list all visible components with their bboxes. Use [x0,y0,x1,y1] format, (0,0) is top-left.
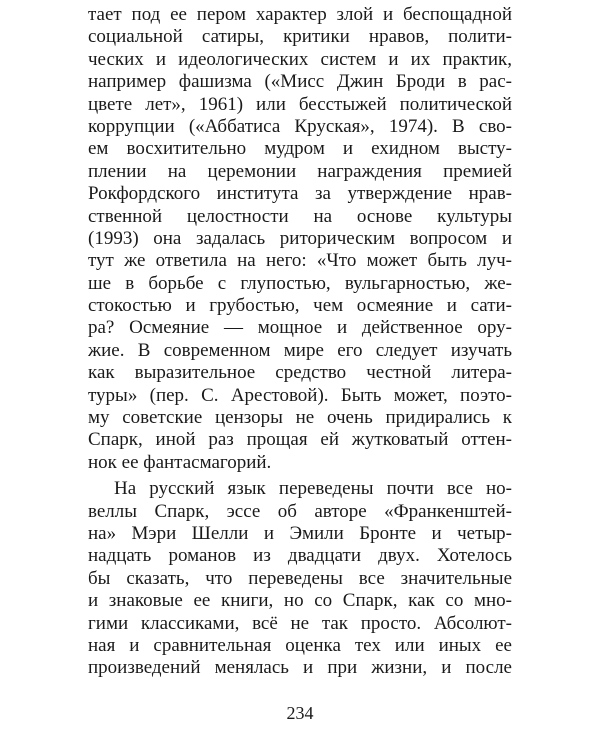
text-line: ем восхитительно мудром и ехидном высту- [88,138,512,160]
text-line: Спарк, иной раз прощая ей жутковатый оттен- [88,429,512,451]
text-line: веллы Спарк, эссе об авторе «Франкенштей- [88,500,512,522]
text-line: ная и сравнительная оценка тех или иных ее [88,634,512,656]
text-line: тут же ответила на него: «Что может быть луч- [88,250,512,272]
text-line: ше в борьбе с глупостью, вульгарностью, же- [88,272,512,294]
text-line: Рокфордского института за утверждение нрав- [88,183,512,205]
page-number: 234 [286,703,314,723]
text-line: ственной целостности на основе культуры [88,205,512,227]
text-line: На русский язык переведены почти все но- [114,478,512,500]
text-line: произведений менялась и при жизни, и после [88,657,512,679]
text-line: жие. В современном мире его следует изучать [88,339,512,361]
text-line: нок ее фантасмагорий. [88,451,272,473]
text-line: плении на церемонии награждения премией [88,160,512,182]
text-line: коррупции («Аббатиса Круская», 1974). В сво- [88,115,512,137]
paragraph-1 [88,4,512,474]
text-line: ческих и идеологических систем и их практик, [88,48,512,70]
text-line: как выразительное средство честной литера- [88,362,512,384]
text-line: надцать романов из двадцати двух. Хотелось [88,545,512,567]
paragraph-2 [88,478,512,680]
text-line: ра? Осмеяние — мощное и действенное ору- [88,317,512,339]
text-line: на» Мэри Шелли и Эмили Бронте и четыр- [88,522,512,544]
body-text [88,4,512,680]
text-line: цвете лет», 1961) или бесстыжей политической [88,93,512,115]
text-line: и знаковые ее книги, но со Спарк, как со мно- [88,590,512,612]
text-line: (1993) она задалась риторическим вопросом и [88,227,512,249]
text-line: гими классиками, всё не так просто. Абсолют- [88,612,512,634]
text-line: бы сказать, что переведены все значительные [88,567,512,589]
text-line: му советские цензоры не очень придирались к [88,407,512,429]
text-line: например фашизма («Мисс Джин Броди в рас- [88,71,512,93]
text-line: туры» (пер. С. Арестовой). Быть может, поэто- [88,384,512,406]
text-line: социальной сатиры, критики нравов, полити- [88,26,512,48]
text-line: тает под ее пером характер злой и беспощадной [88,4,512,25]
text-line: стокостью и грубостью, чем осмеяние и сати- [88,295,512,317]
